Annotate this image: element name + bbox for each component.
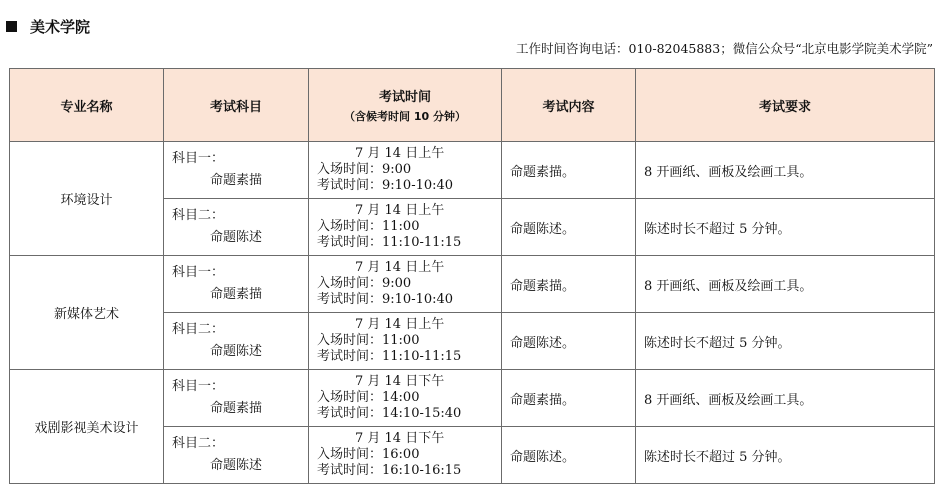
col-header-time-note: （含候考时间 10 分钟） (344, 110, 466, 123)
subject-number: 科目一： (172, 379, 225, 394)
exam-date: 7 月 14 日下午 (355, 374, 445, 389)
time-cell (309, 370, 502, 427)
subject-cell (164, 199, 309, 256)
section-title-text: 美术学院 (30, 17, 91, 36)
col-header-requirement: 考试要求 (636, 69, 935, 142)
time-cell (309, 199, 502, 256)
subject-number: 科目二： (172, 436, 225, 451)
subject-cell (164, 142, 309, 199)
requirement-cell: 8 开画纸、画板及绘画工具。 (636, 256, 935, 313)
subject-name: 命题素描 (210, 173, 263, 188)
time-cell (309, 142, 502, 199)
subject-number: 科目二： (172, 208, 225, 223)
subject-number: 科目一： (172, 151, 225, 166)
major-name: 新媒体艺术 (10, 256, 164, 370)
exam-date: 7 月 14 日上午 (355, 317, 445, 332)
requirement-cell: 8 开画纸、画板及绘画工具。 (636, 370, 935, 427)
contact-info: 工作时间咨询电话：010-82045883；微信公众号“北京电影学院美术学院” (516, 41, 933, 56)
exam-date: 7 月 14 日上午 (355, 203, 445, 218)
requirement-cell: 陈述时长不超过 5 分钟。 (636, 199, 935, 256)
requirement-cell: 陈述时长不超过 5 分钟。 (636, 313, 935, 370)
subject-name: 命题素描 (210, 287, 263, 302)
subject-number: 科目一： (172, 265, 225, 280)
subject-cell (164, 427, 309, 484)
content-cell: 命题素描。 (502, 370, 636, 427)
exam-date: 7 月 14 日下午 (355, 431, 445, 446)
requirement-cell: 陈述时长不超过 5 分钟。 (636, 427, 935, 484)
exam-time: 考试时间：16:10-16:15 (317, 463, 462, 478)
subject-name: 命题陈述 (210, 458, 263, 473)
subject-name: 命题素描 (210, 401, 263, 416)
square-bullet-icon (6, 21, 17, 32)
entry-time: 入场时间：11:00 (317, 333, 420, 348)
time-cell (309, 313, 502, 370)
col-header-major: 专业名称 (10, 69, 164, 142)
subject-name: 命题陈述 (210, 230, 263, 245)
time-cell (309, 427, 502, 484)
exam-time: 考试时间：11:10-11:15 (317, 235, 462, 250)
subject-cell (164, 256, 309, 313)
exam-time: 考试时间：11:10-11:15 (317, 349, 462, 364)
entry-time: 入场时间：11:00 (317, 219, 420, 234)
content-cell: 命题陈述。 (502, 313, 636, 370)
col-header-time-label: 考试时间 (378, 90, 431, 105)
exam-schedule-table (9, 68, 935, 484)
col-header-time (309, 69, 502, 142)
content-cell: 命题素描。 (502, 256, 636, 313)
time-cell (309, 256, 502, 313)
subject-cell (164, 313, 309, 370)
section-title (6, 14, 90, 38)
exam-time: 考试时间：14:10-15:40 (317, 406, 462, 421)
entry-time: 入场时间：9:00 (317, 276, 412, 291)
exam-date: 7 月 14 日上午 (355, 146, 445, 161)
table-header-row (10, 69, 935, 142)
major-name: 戏剧影视美术设计 (10, 370, 164, 484)
exam-time: 考试时间：9:10-10:40 (317, 178, 454, 193)
content-cell: 命题素描。 (502, 142, 636, 199)
table-row (10, 370, 935, 427)
content-cell: 命题陈述。 (502, 199, 636, 256)
entry-time: 入场时间：9:00 (317, 162, 412, 177)
exam-time: 考试时间：9:10-10:40 (317, 292, 454, 307)
requirement-cell: 8 开画纸、画板及绘画工具。 (636, 142, 935, 199)
entry-time: 入场时间：16:00 (317, 447, 420, 462)
major-name: 环境设计 (10, 142, 164, 256)
content-cell: 命题陈述。 (502, 427, 636, 484)
subject-cell (164, 370, 309, 427)
table-row (10, 256, 935, 313)
col-header-content: 考试内容 (502, 69, 636, 142)
subject-name: 命题陈述 (210, 344, 263, 359)
col-header-subject: 考试科目 (164, 69, 309, 142)
table-row (10, 142, 935, 199)
entry-time: 入场时间：14:00 (317, 390, 420, 405)
exam-date: 7 月 14 日上午 (355, 260, 445, 275)
subject-number: 科目二： (172, 322, 225, 337)
